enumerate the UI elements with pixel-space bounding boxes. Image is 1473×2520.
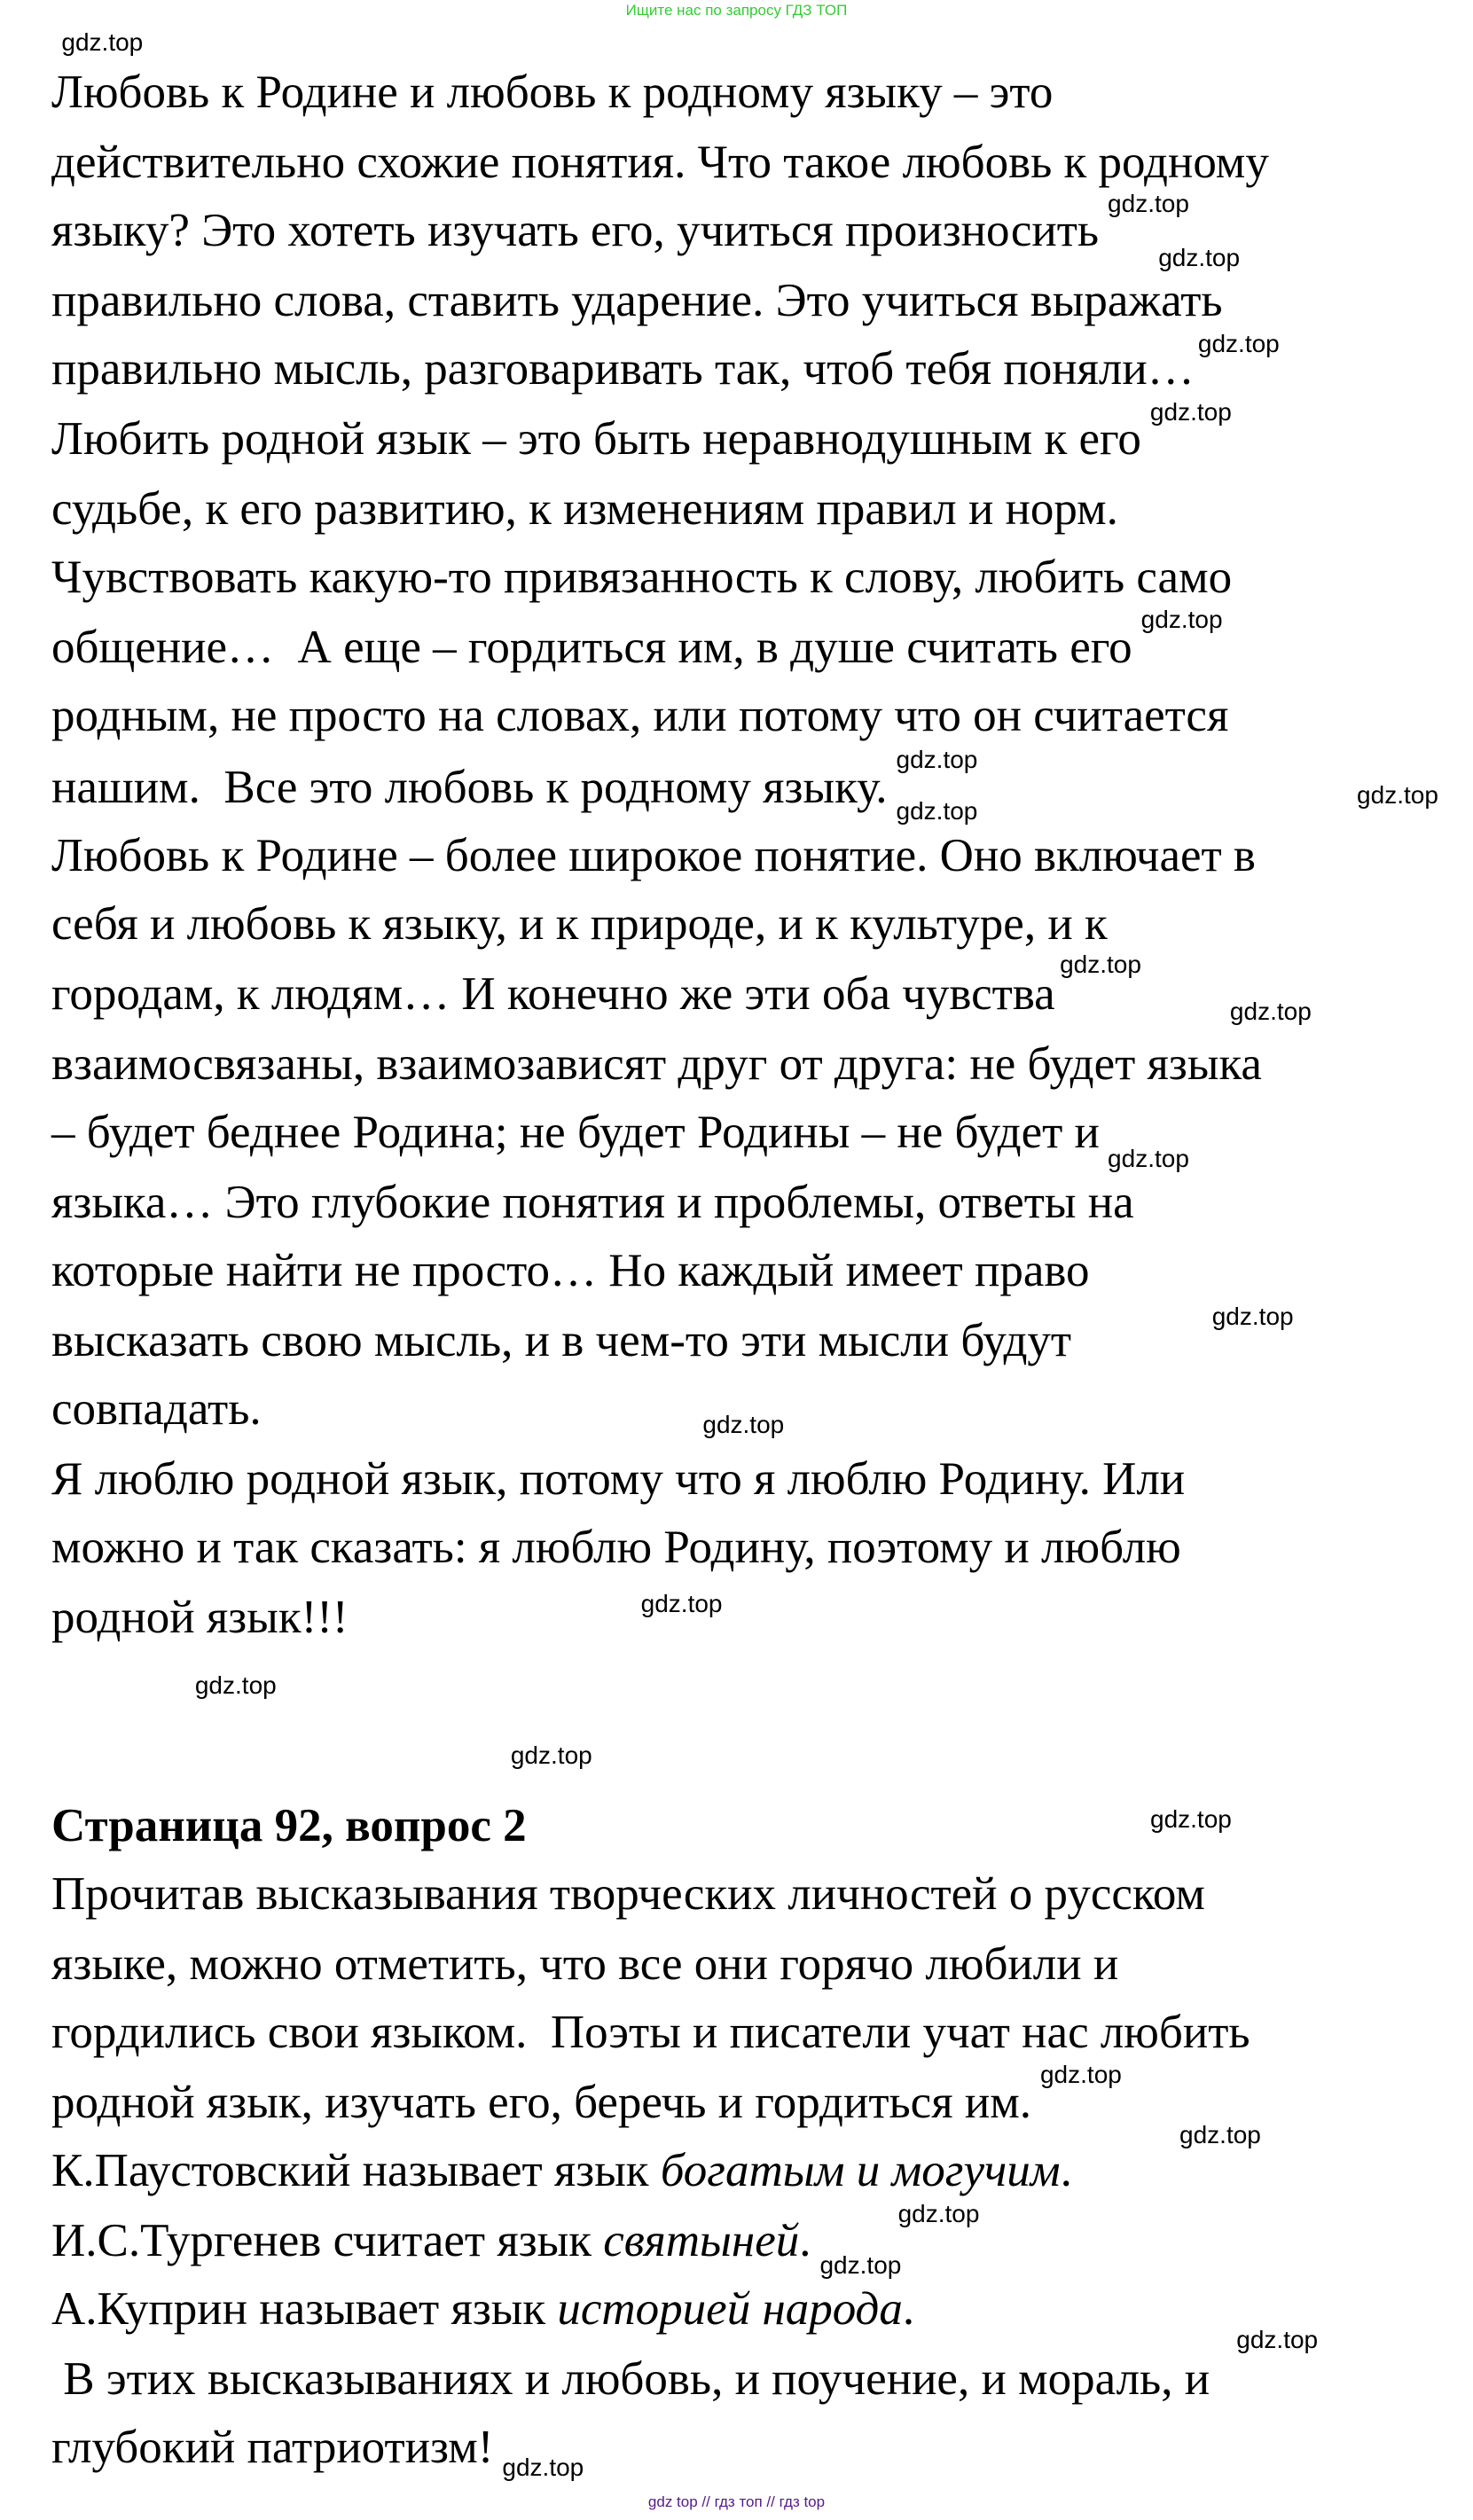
watermark: gdz.top [510,1741,592,1769]
text-segment: высказать свою мысль, и в чем-то эти мысли будут [51,1314,1072,1366]
text-segment: . [1060,2144,1072,2196]
text-line [51,1591,349,1644]
watermark: gdz.top [896,745,978,773]
bottom-banner-link[interactable]: gdz top // гдз топ // гдз top [647,2493,826,2510]
section-heading: Страница 92, вопрос 2 [51,1799,527,1851]
text-line [51,1106,1100,1159]
text-segment: совпадать. [51,1382,262,1435]
text-segment: Любовь к Родине – более широкое понятие. Оно включает в [51,830,1256,882]
text-segment: нашим. Все это любовь к родному языку. [51,761,888,813]
text-line [51,1314,1071,1367]
text-segment: гордились свои языком. Поэты и писатели учат нас любить [51,2006,1250,2058]
text-segment: себя и любовь к языку, и к природе, и к культуре, и к [51,898,1108,951]
watermark: gdz.top [1039,2060,1122,2088]
watermark: gdz.top [1149,397,1232,426]
italic-quote: богатым и могучим [660,2144,1061,2196]
text-segment: глубокий патриотизм! [51,2421,494,2473]
text-segment: можно и так сказать: я люблю Родину, поэтому и люблю [51,1521,1181,1573]
text-segment: языка… Это глубокие понятия и проблемы, ответы на [51,1176,1134,1228]
top-banner-link[interactable]: Ищите нас по запросу ГДЗ ТОП [625,2,848,19]
text-segment: Прочитав высказывания творческих личностей о русском [51,1867,1205,1920]
text-segment: Чувствовать какую-то привязанность к слову, любить само [51,552,1233,604]
top-banner [0,2,1473,20]
bottom-banner [0,2493,1473,2511]
watermark: gdz.top [1140,606,1223,634]
text-segment: общение… А еще – гордиться им, в душе считать его [51,622,1132,674]
text-line [51,2006,1250,2059]
text-segment: родной язык, изучать его, беречь и гордиться им. [51,2076,1031,2128]
text-line [51,1452,1185,1506]
watermark: gdz.top [896,797,978,826]
text-segment: И.С.Тургенев считает язык [51,2214,604,2266]
text-line [51,967,1055,1021]
watermark: gdz.top [1229,998,1312,1026]
text-segment: родной язык!!! [51,1591,349,1643]
watermark: gdz.top [819,2250,902,2279]
text-line [51,342,1195,395]
text-segment: – будет беднее Родина; не будет Родины – не будет и [51,1106,1100,1158]
text-line [51,897,1108,951]
italic-quote: святыней [603,2214,800,2266]
text-line [51,2214,811,2267]
watermark: gdz.top [1236,2325,1319,2353]
text-segment: Любовь к Родине и любовь к родному языку – это [51,67,1054,119]
watermark: gdz.top [1108,1145,1189,1173]
text-line [51,2144,1072,2197]
text-line [51,2421,493,2474]
text-segment: городам, к людям… И конечно же эти оба чувства [51,968,1055,1021]
text-line [51,1244,1090,1297]
text-segment: судьбе, к его развитию, к изменениям правил и норм. [51,483,1118,536]
text-line [51,204,1099,257]
text-line [51,829,1256,882]
text-segment: Я люблю родной язык, потому что я люблю Родину. Или [51,1452,1186,1505]
text-segment: родным, не просто на словах, или потому что он считается [51,690,1229,742]
text-segment: которые найти не просто… Но каждый имеет право [51,1244,1090,1296]
text-line [51,761,888,814]
text-line [51,1176,1134,1229]
watermark: gdz.top [502,2453,584,2481]
text-line [51,2352,1210,2406]
watermark: gdz.top [897,2200,980,2228]
text-line [51,2076,1031,2129]
text-segment: правильно мысль, разговаривать так, чтоб тебя поняли… [51,343,1195,395]
watermark: gdz.top [1357,781,1438,810]
watermark: gdz.top [1060,951,1141,979]
text-line [51,412,1141,466]
text-line [51,1037,1262,1091]
text-segment: В этих высказываниях и любовь, и поучение, и мораль, и [51,2352,1211,2405]
text-line [51,689,1228,742]
watermark: gdz.top [702,1411,785,1439]
text-segment: . [799,2214,811,2266]
text-segment: языке, можно отметить, что все они горячо любили и [51,1937,1119,1990]
text-segment: языку? Это хотеть изучать его, учиться произносить [51,205,1100,257]
text-segment: действительно схожие понятия. Что такое любовь к родному [51,137,1269,189]
watermark: gdz.top [1179,2120,1261,2148]
text-segment: Любить родной язык – это быть неравнодушным к его [51,413,1141,466]
watermark: gdz.top [1211,1302,1294,1330]
text-line [51,1867,1205,1921]
text-segment: К.Паустовский называет язык [51,2144,661,2196]
text-line [51,274,1223,327]
watermark: gdz.top [1158,243,1241,271]
text-line [51,621,1132,674]
watermark: gdz.top [640,1590,723,1618]
text-segment: А.Куприн называет язык [51,2282,558,2335]
text-segment: . [902,2282,915,2335]
text-line [51,2282,914,2336]
text-line [51,551,1232,604]
text-line [51,1382,262,1436]
watermark: gdz.top [1150,1804,1232,1833]
watermark: gdz.top [194,1671,277,1700]
watermark: gdz.top [1197,329,1280,357]
watermark: gdz.top [1108,189,1189,217]
text-line [51,482,1118,536]
text-line [51,66,1053,119]
text-segment: правильно слова, ставить ударение. Это учиться выражать [51,275,1223,327]
watermark: gdz.top [61,27,144,56]
text-line [51,136,1269,189]
italic-quote: историей народа [557,2282,903,2335]
text-line [51,1521,1181,1574]
text-segment: взаимосвязаны, взаимозависят друг от друга: не будет языка [51,1037,1262,1090]
text-line [51,1937,1118,1991]
